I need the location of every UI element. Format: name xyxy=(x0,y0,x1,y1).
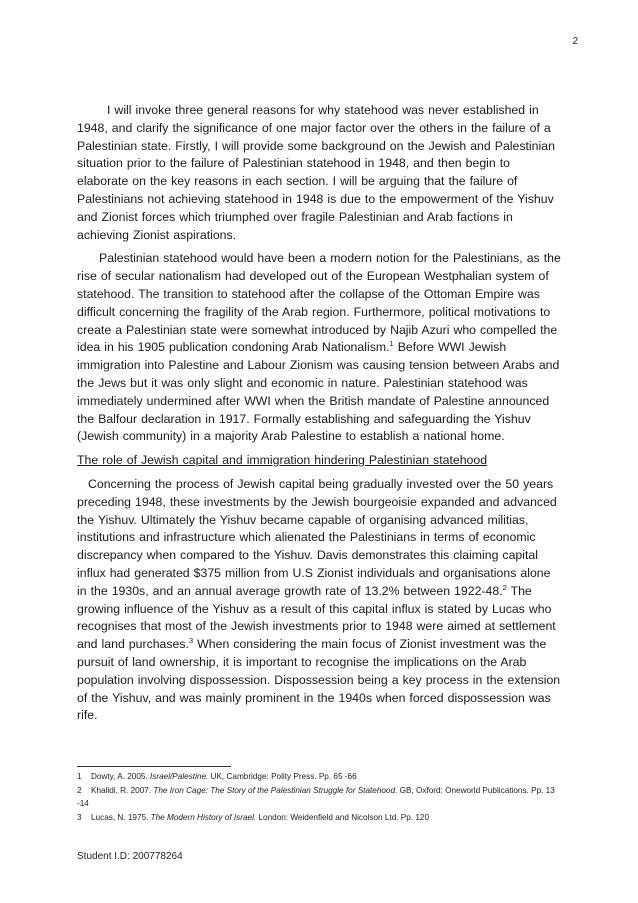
footnote-title: Israel/Palestine. xyxy=(150,772,209,781)
footnote-3 xyxy=(77,811,567,825)
footnote-number: 2 xyxy=(77,785,82,795)
paragraph-background-continued: Before WWI Jewish immigration into Palestine and Labour Zionism was causing tension between Arabs and the Jews but it was only slight and economic in nature. Palestinian statehood was immediately undermined after WWI when the British mandate of Palestine announced the Balfour declaration in 1917. Formally establishing and safeguarding the Yishuv (Jewish community) in a majority Arab Palestine to establish a national home. xyxy=(77,340,560,444)
footnote-1 xyxy=(77,770,567,784)
footnote-publisher: . GB, Oxford: Oneworld Publications. Pp. 13 -14 xyxy=(77,785,555,809)
footnote-number: 3 xyxy=(77,812,82,822)
footnote-publisher: London: Weidenfield and Nicolson Ltd. Pp. 120 xyxy=(256,812,430,822)
paragraph-capital-continued: The growing influence of the Yishuv as a result of this capital influx is stated by Lucas who recognises that most of the Jewish investments prior to 1948 were aimed at settlement and land purchases. xyxy=(77,583,556,652)
footnote-marker: 3 xyxy=(188,636,194,646)
footnote-author: Lucas, N. 1975. xyxy=(91,812,151,822)
footnote-title: The Modern History of Israel. xyxy=(150,812,257,822)
page-number: 2 xyxy=(572,36,578,47)
body-text xyxy=(77,102,562,731)
footnote-2 xyxy=(77,784,567,811)
footnote-marker: 2 xyxy=(502,582,507,592)
section-heading: The role of Jewish capital and immigration hindering Palestinian statehood xyxy=(77,453,488,468)
paragraph-introduction: I will invoke three general reasons for why statehood was never established in 1948, and clarify the significance of one major factor over the others in the failure of a Palestinian state. Firstly, I will provide some background on the Jewish and Palestinian situation prior to the failure of Palestinian statehood in 1948, and then begin to elaborate on the key reasons in each section. I will be arguing that the failure of Palestinians not achieving statehood in 1948 is due to the empowerment of the Yishuv and Zionist forces which triumphed over fragile Palestinian and Arab factions in achieving Zionist aspirations. xyxy=(77,103,555,242)
footnote-separator xyxy=(77,766,231,767)
paragraph-capital-conclusion: When considering the main focus of Zionist investment was the pursuit of land ownership, it is important to recognise the implications on the Arab population involving dispossession. Dispossession being a key process in the extension of the Yishuv, and was mainly prominent in the 1940s when forced dispossession was rife. xyxy=(77,637,561,723)
footnote-publisher: UK, Cambridge: Polity Press. Pp. 65 -66 xyxy=(208,772,357,781)
paragraph-capital-text: Concerning the process of Jewish capital being gradually invested over the 50 years preceding 1948, these investments by the Jewish bourgeoisie expanded and advanced the Yishuv. Ultimately the Yishuv became capable of organising advanced militias, institutions and infrastructure which alienated the Palestinians in terms of economic discrepancy when compared to the Yishuv. Davis demonstrates this claiming capital influx had generated $375 million from U.S Zionist individuals and organisations alone in the 1930s, and an annual average growth rate of 13.2% between 1922-48. xyxy=(77,476,557,598)
student-id: Student I.D: 200778264 xyxy=(77,851,183,862)
footnote-author: Dowty, A. 2005. xyxy=(91,772,151,781)
footnote-author: Khalidi, R. 2007. xyxy=(91,785,154,795)
paragraph-background-text: Palestinian statehood would have been a modern notion for the Palestinians, as the rise of secular nationalism had developed out of the European Westphalian system of statehood. The transition to statehood after the collapse of the Ottoman Empire was difficult concerning the fragility of the Arab region. Furthermore, political motivations to create a Palestinian state were somewhat introduced by Najib Azuri who compelled the idea in his 1905 publication condoning Arab Nationalism. xyxy=(77,251,561,355)
footnote-number: 1 xyxy=(77,772,82,781)
footnote-marker: 1 xyxy=(389,339,394,349)
footnotes xyxy=(77,770,567,824)
footnote-title: The Iron Cage: The Story of the Palestinian Struggle for Statehood xyxy=(153,785,396,795)
paragraph-background xyxy=(77,250,562,446)
paragraph-jewish-capital xyxy=(77,476,562,725)
